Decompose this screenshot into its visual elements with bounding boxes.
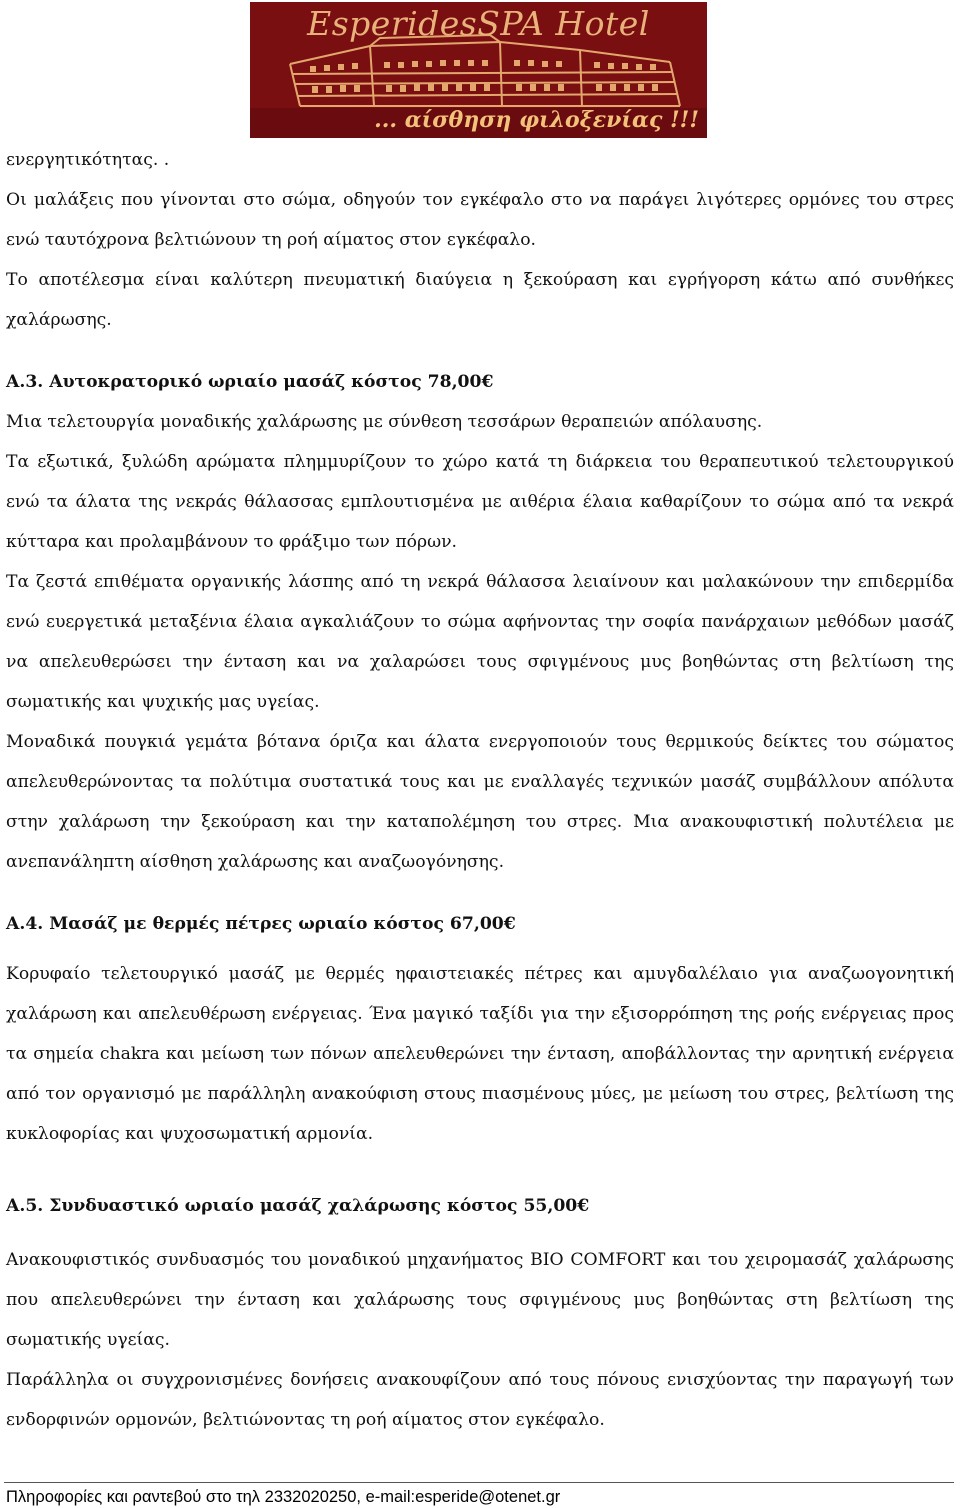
page-footer — [0, 1482, 960, 1508]
logo-tagline: ... αίσθηση φιλοξενίας !!! — [374, 107, 699, 133]
section-heading-a5: Α.5. Συνδυαστικό ωριαίο μασάζ χαλάρωσης κόστος 55,00€ — [6, 1196, 590, 1216]
intro-paragraph: Το αποτέλεσμα είναι καλύτερη πνευματική διαύγεια η ξεκούραση και εγρήγορση κάτω από συνθήκες χαλάρωσης. — [6, 270, 954, 330]
section-paragraph: Μοναδικά πουγκιά γεμάτα βότανα όριζα και άλατα ενεργοποιούν τους θερμικούς δείκτες του σώματος απελευθερώνοντας τα πολύτιμα συστατικά τους και με εναλλαγές τεχνικών μασάζ συμβάλλουν απόλυτα στην χαλάρωση την ξεκούραση και την καταπολέμηση του στρες. Μια ανακουφιστική πολυτέλεια με ανεπανάληπτη αίσθηση χαλάρωσης και αναζωογόνησης. — [6, 732, 954, 872]
section-paragraph: Κορυφαίο τελετουργικό μασάζ με θερμές ηφαιστειακές πέτρες και αμυγδαλέλαιο για αναζωογονητική χαλάρωση και απελευθέρωση ενέργειας. Ένα μαγικό ταξίδι για την εξισορρόπηση της ροής ενέργειας προς τα σημεία chakra και μείωση των πόνων απελευθερώνει την ένταση, αποβάλλοντας την αρνητική ενέργεια από τον οργανισμό με παράλληλη ανακούφιση στους πιασμένους μύες, με μείωση του στρες, βελτίωση της κυκλοφορίας και ψυχοσωματική αρμονία. — [6, 964, 954, 1144]
footer-divider — [4, 1482, 954, 1483]
footer-contact-info: Πληροφορίες και ραντεβού στο τηλ 2332020250, e-mail:esperide@otenet.gr — [6, 1488, 561, 1506]
intro-paragraph: Οι μαλάξεις που γίνονται στο σώμα, οδηγούν τον εγκέφαλο στο να παράγει λιγότερες ορμόνες του στρες ενώ ταυτόχρονα βελτιώνουν τη ροή αίματος στον εγκέφαλο. — [6, 190, 954, 250]
section-paragraph: Τα εξωτικά, ξυλώδη αρώματα πλημμυρίζουν το χώρο κατά τη διάρκεια του θεραπευτικού τελετουργικού ενώ τα άλατα της νεκράς θάλασσας εμπλουτισμένα με αιθέρια έλαια καθαρίζουν το σώμα από τα νεκρά κύτταρα και προλαμβάνουν το φράξιμο των πόρων. — [6, 452, 954, 552]
section-heading-a3: Α.3. Αυτοκρατορικό ωριαίο μασάζ κόστος 78,00€ — [6, 372, 494, 392]
section-paragraph: Τα ζεστά επιθέματα οργανικής λάσπης από τη νεκρά θάλασσα λειαίνουν και μαλακώνουν την επιδερμίδα ενώ ευεργετικά μεταξένια έλαια αγκαλιάζουν το σώμα αφήνοντας την σοφία πανάρχαιων μεθόδων μασάζ να απελευθερώσει την ένταση και να χαλαρώσει τους σφιγμένους μυς βοηθώντας στη βελτίωση της σωματικής και ψυχικής μας υγείας. — [6, 572, 954, 712]
hotel-logo — [250, 2, 707, 138]
section-heading-a4: Α.4. Μασάζ με θερμές πέτρες ωριαίο κόστος 67,00€ — [6, 914, 516, 934]
section-paragraph: Μια τελετουργία μοναδικής χαλάρωσης με σύνθεση τεσσάρων θεραπειών απόλαυσης. — [6, 412, 763, 432]
section-paragraph: Παράλληλα οι συγχρονισμένες δονήσεις ανακουφίζουν από τους πόνους ενισχύοντας την παραγωγή των ενδορφινών ορμονών, βελτιώνοντας τη ροή αίματος στον εγκέφαλο. — [6, 1370, 954, 1430]
intro-paragraph: ενεργητικότητας. . — [6, 150, 170, 170]
document-body — [6, 140, 954, 1440]
logo-title: EsperidesSPA Hotel — [307, 4, 650, 43]
section-paragraph: Ανακουφιστικός συνδυασμός του μοναδικού μηχανήματος BIO COMFORT και του χειρομασάζ χαλάρωσης που απελευθερώνει την ένταση και χαλάρωσης τους σφιγμένους μυς βοηθώντας στη βελτίωση της σωματικής υγείας. — [6, 1250, 954, 1350]
